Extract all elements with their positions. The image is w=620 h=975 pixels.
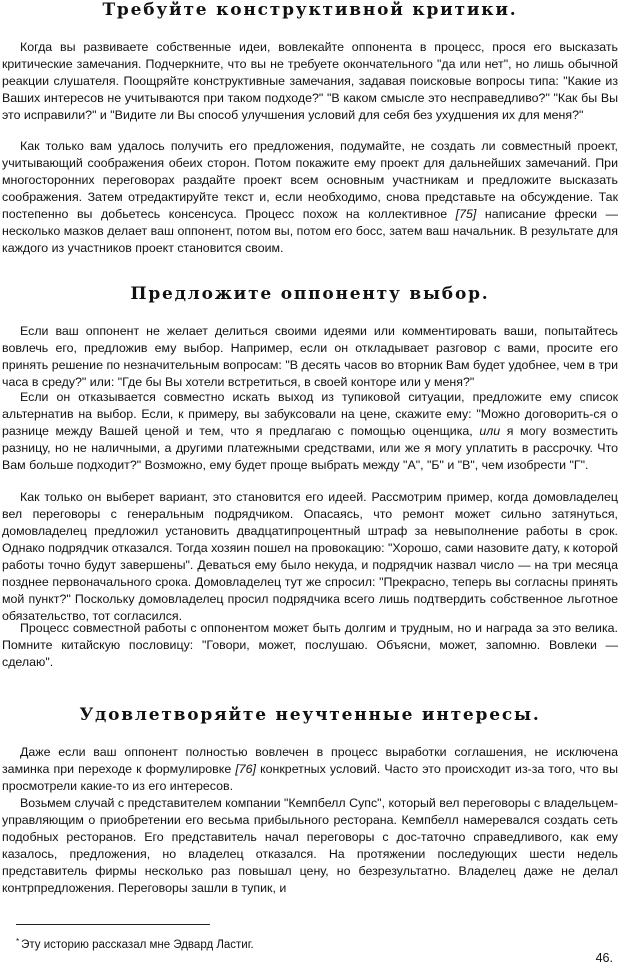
text-segment: написание фрески — несколько мазков делает ваш оппонент, потом вы, потом его босс, затем ваш начальник. В результате для каждого из участников проект становится своим.: [2, 207, 618, 255]
text-segment: я могу возместить разницу, но не наличными, а другими платежными средствами, или же я могу уплатить в рассрочку. Что Вам больше подходит?" Возможно, ему будет проще выбрать между "А", "Б" и "В", чем изобрести "Г".: [2, 424, 618, 472]
page-number: 46.: [595, 951, 613, 965]
text-segment: Процесс совместной работы с оппонентом может быть долгим и трудным, но и награда за это велика. Помните китайскую пословицу: "Говори, может, послушаю. Объясни, может, запомню. Вовлеки — сделаю".: [2, 621, 618, 669]
paragraph-3-2: [2, 795, 618, 897]
footnote-text: Эту историю рассказал мне Эдвард Ластиг.: [21, 939, 254, 951]
paragraph-2-4: [2, 620, 618, 671]
text-segment: Если он отказывается совместно искать выход из тупиковой ситуации, предложите ему список альтернатив на выбор. Если, к примеру, вы забуксовали на цене, скажите ему: "Можно договорить-ся о разнице между Вашей ценой и тем, что я предлагаю с помощью оценщика,: [2, 390, 618, 438]
paragraph-1-2: [2, 138, 618, 257]
footnote: [16, 935, 254, 952]
section-heading-2: Предложите оппоненту выбор.: [130, 284, 490, 304]
footnote-divider: [16, 924, 210, 925]
paragraph-1-1: [2, 39, 618, 124]
paragraph-3-1: [2, 744, 618, 795]
text-segment: Как только он выберет вариант, это становится его идеей. Рассмотрим пример, когда домовладелец вел переговоры с генеральным подрядчиком. Опасаясь, что ремонт может сильно затянуться, домовладелец предложил установить двадцатипроцентный штраф за невыполнение работы в срок. Однако подрядчик отказался. Тогда хозяин пошел на провокацию: "Хорошо, сами назовите дату, к которой работы точно будут завершены". Деваться ему было некуда, и подрядчик назвал число — на три месяца позднее первоначального срока. Домовладелец тут же спросил: "Прекрасно, теперь вы согласны принять мой пункт?" Поскольку домовладелец просил подрядчика всего лишь подтвердить собственное льготное обязательство, тот согласился.: [2, 490, 618, 623]
text-segment: конкретных условий. Часто это происходит из-за того, что вы просмотрели какие-то из его интересов.: [2, 762, 618, 793]
citation-marker: [76]: [235, 762, 256, 776]
text-segment: Возьмем случай с представителем компании "Кемпбелл Супс", который вел переговоры с владельцем-управляющим о приобретении его весьма прибыльного ресторана. Кемпбелл намеревался создать сеть подобных ресторанов. Его представитель начал переговоры с дос-таточно справедливого, как ему казалось, предложения, но владелец отказался. На протяжении последующих шести недель представитель фирмы несколько раз повышал цену, но безрезультатно. Владелец даже не делал контрпредложения. Переговоры зашли в тупик, и: [2, 796, 618, 895]
paragraph-2-1: [2, 323, 618, 391]
paragraph-2-2: [2, 389, 618, 474]
text-segment: Если ваш оппонент не желает делиться своими идеями или комментировать ваши, попытайтесь вовлечь его, предложив ему выбор. Например, если он откладывает разговор с вами, просите его принять решение по незначительным вопросам: "В десять часов во вторник Вам будет удобнее, чем в три часа в среду?" или: "Где бы Вы хотели встретиться, в своей конторе или у меня?": [2, 324, 618, 389]
section-heading-1: Требуйте конструктивной критики.: [102, 0, 518, 20]
text-segment: Даже если ваш оппонент полностью вовлечен в процесс выработки соглашения, не исключена заминка при переходе к формулировке: [2, 745, 618, 776]
text-segment: Когда вы развиваете собственные идеи, вовлекайте оппонента в процесс, прося его высказать критические замечания. Подчеркните, что вы не требуете окончательного "да или нет", но лишь обычной реакции слушателя. Поощряйте конструктивные замечания, задавая поисковые вопросы типа: "Какие из Ваших интересов не учитываются при таком подходе?" "В каком смысле это несправедливо?" "Как бы Вы это исправили?" и "Видите ли Вы способ улучшения условий для себя без ухудшения их для меня?": [2, 40, 618, 122]
emphasis-text: или: [479, 424, 501, 438]
footnote-marker: *: [16, 937, 20, 946]
section-heading-3: Удовлетворяйте неучтенные интересы.: [79, 705, 541, 725]
citation-marker: [75]: [455, 207, 477, 221]
paragraph-2-3: [2, 489, 618, 625]
text-segment: Как только вам удалось получить его предложения, подумайте, не создать ли совместный проект, учитывающий соображения обеих сторон. Потом покажите ему проект для дальнейших замечаний. При многосторонних переговорах раздайте проект всем основным участникам и предложите высказать соображения. Затем отредактируйте текст и, если необходимо, снова представьте на обсуждение. Так постепенно вы добьетесь консенсуса. Процесс похож на коллективное: [2, 139, 618, 221]
